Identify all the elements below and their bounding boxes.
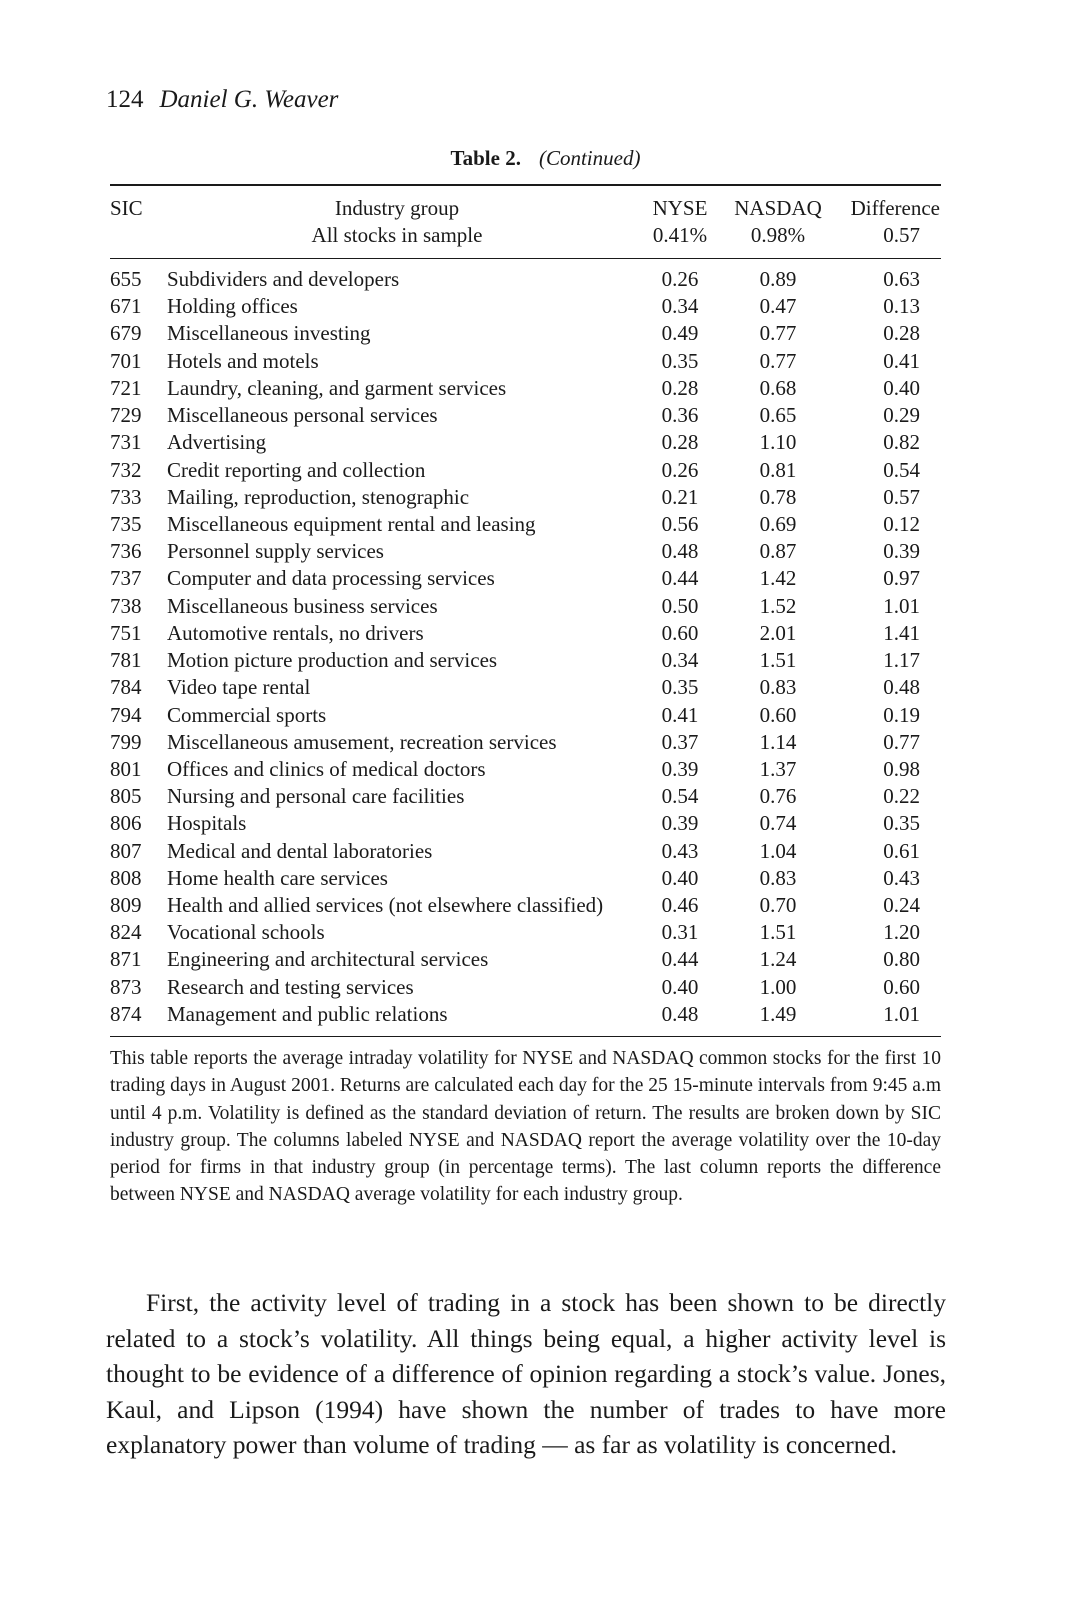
industry-cell: Medical and dental laboratories — [167, 838, 433, 863]
table-row — [0, 946, 1069, 973]
nasdaq-cell: 0.81 — [759, 457, 797, 482]
sic-cell: 794 — [110, 702, 142, 727]
nasdaq-cell: 2.01 — [759, 620, 797, 645]
table-continued: (Continued) — [538, 146, 641, 170]
sic-cell: 736 — [110, 539, 142, 564]
nyse-cell: 0.31 — [661, 920, 699, 945]
sic-cell: 799 — [110, 729, 142, 754]
difference-cell: 0.98 — [883, 756, 920, 781]
industry-cell: Mailing, reproduction, stenographic — [167, 484, 470, 509]
sic-cell: 738 — [110, 593, 142, 618]
nasdaq-cell: 1.14 — [759, 729, 797, 754]
industry-cell: Credit reporting and collection — [167, 457, 426, 482]
difference-cell: 0.12 — [883, 511, 920, 536]
difference-cell: 0.61 — [883, 838, 920, 863]
sic-cell: 701 — [110, 348, 142, 373]
difference-cell: 0.48 — [883, 675, 920, 700]
nasdaq-cell: 1.00 — [759, 974, 797, 999]
table-note: This table reports the average intraday volatility for NYSE and NASDAQ common stocks for the first 10 trading days in August 2001. Returns are calculated each day for the 25 15-minute intervals from 9:45 a.m until 4 p.m. Volatility is defined as the standard deviation of return. The results are broken down by SIC industry group. The columns labeled NYSE and NASDAQ report the average volatility over the 10-day period for firms in that industry group (in percentage terms). The last column reports the difference between NYSE and NASDAQ average volatility for each industry group. — [110, 1048, 941, 1206]
sic-cell: 731 — [110, 430, 142, 455]
table-row — [0, 783, 1069, 810]
industry-cell: Management and public relations — [167, 1001, 448, 1026]
table-row — [0, 402, 1069, 429]
difference-cell: 0.24 — [883, 893, 920, 918]
sic-cell: 808 — [110, 865, 142, 890]
nasdaq-cell: 0.78 — [759, 484, 797, 509]
industry-cell: Holding offices — [167, 294, 298, 319]
table-row — [0, 593, 1069, 620]
industry-cell: Research and testing services — [167, 974, 414, 999]
sic-cell: 732 — [110, 457, 142, 482]
nyse-cell: 0.49 — [661, 321, 699, 346]
difference-cell: 0.41 — [883, 348, 920, 373]
sic-cell: 679 — [110, 321, 142, 346]
table-top-rule — [110, 184, 941, 186]
header-sic: SIC — [110, 196, 143, 220]
difference-cell: 0.77 — [883, 729, 920, 754]
sic-cell: 655 — [110, 267, 142, 291]
header-industry-group: Industry group — [334, 196, 460, 220]
industry-cell: Subdividers and developers — [167, 267, 400, 291]
industry-cell: Automotive rentals, no drivers — [167, 620, 424, 645]
table-row — [0, 974, 1069, 1001]
table-row — [0, 620, 1069, 647]
table-row — [0, 511, 1069, 538]
table-row — [0, 348, 1069, 375]
nyse-cell: 0.50 — [661, 593, 699, 618]
nyse-cell: 0.26 — [661, 267, 699, 291]
difference-cell: 0.22 — [883, 784, 920, 809]
table-label: Table 2. — [450, 146, 521, 170]
table-bottom-rule — [110, 1036, 941, 1037]
industry-cell: Hospitals — [167, 811, 247, 836]
nyse-cell: 0.28 — [661, 375, 699, 400]
nyse-cell: 0.43 — [661, 838, 699, 863]
industry-cell: Video tape rental — [167, 675, 311, 700]
nyse-cell: 0.28 — [661, 430, 699, 455]
table-row — [0, 756, 1069, 783]
sic-cell: 729 — [110, 403, 142, 428]
nasdaq-cell: 0.77 — [759, 348, 797, 373]
nasdaq-cell: 0.47 — [759, 294, 797, 319]
sic-cell: 807 — [110, 838, 142, 863]
industry-cell: Hotels and motels — [167, 348, 319, 373]
table-row — [0, 919, 1069, 946]
nyse-cell: 0.37 — [661, 729, 699, 754]
nyse-cell: 0.46 — [661, 893, 699, 918]
sic-cell: 721 — [110, 375, 142, 400]
industry-cell: Engineering and architectural services — [167, 947, 489, 972]
nyse-cell: 0.36 — [661, 403, 699, 428]
sic-cell: 873 — [110, 974, 142, 999]
nasdaq-cell: 0.87 — [759, 539, 797, 564]
sic-cell: 801 — [110, 756, 142, 781]
nyse-cell: 0.35 — [661, 348, 699, 373]
industry-cell: Computer and data processing services — [167, 566, 495, 591]
nyse-cell: 0.56 — [661, 511, 699, 536]
nyse-cell: 0.39 — [661, 756, 699, 781]
table-row — [0, 647, 1069, 674]
nasdaq-cell: 1.10 — [759, 430, 797, 455]
table-row — [0, 266, 1069, 293]
nasdaq-cell: 0.74 — [759, 811, 797, 836]
table-row — [0, 457, 1069, 484]
nyse-cell: 0.26 — [661, 457, 699, 482]
difference-cell: 0.80 — [883, 947, 920, 972]
page-number: 124 — [106, 86, 144, 113]
sic-cell: 735 — [110, 511, 142, 536]
difference-cell: 0.43 — [883, 865, 920, 890]
nyse-cell: 0.35 — [661, 675, 699, 700]
sic-cell: 733 — [110, 484, 142, 509]
summary-difference: 0.57 — [883, 223, 920, 247]
industry-cell: Laundry, cleaning, and garment services — [167, 375, 507, 400]
sic-cell: 824 — [110, 920, 142, 945]
nasdaq-cell: 0.89 — [759, 267, 797, 291]
nasdaq-cell: 1.04 — [759, 838, 797, 863]
industry-cell: Advertising — [167, 430, 267, 455]
industry-cell: Miscellaneous amusement, recreation services — [167, 729, 557, 754]
summary-nasdaq: 0.98% — [750, 223, 806, 247]
summary-label: All stocks in sample — [311, 223, 483, 247]
table-header-rule — [110, 258, 941, 259]
industry-cell: Miscellaneous equipment rental and leasing — [167, 511, 536, 536]
nyse-cell: 0.44 — [661, 566, 699, 591]
body-paragraph: First, the activity level of trading in a stock has been shown to be directly related to a stock’s volatility. All things being equal, a higher activity level is thought to be evidence of a difference of opinion regarding a stock’s value. Jones, Kaul, and Lipson (1994) have shown the number of trades to have more explanatory power than volume of trading — as far as volatility is concerned. — [106, 1288, 946, 1459]
industry-cell: Commercial sports — [167, 702, 327, 727]
nasdaq-cell: 1.42 — [759, 566, 797, 591]
table-row — [0, 484, 1069, 511]
difference-cell: 0.54 — [883, 457, 920, 482]
industry-cell: Nursing and personal care facilities — [167, 784, 465, 809]
nasdaq-cell: 0.68 — [759, 375, 797, 400]
running-head — [106, 86, 338, 114]
table-row — [0, 375, 1069, 402]
table-body — [0, 266, 1069, 1028]
table-row — [0, 429, 1069, 456]
nyse-cell: 0.34 — [661, 294, 699, 319]
industry-cell: Miscellaneous investing — [167, 321, 371, 346]
nasdaq-cell: 1.49 — [759, 1001, 797, 1026]
difference-cell: 0.82 — [883, 430, 920, 455]
table-row — [0, 538, 1069, 565]
header-nasdaq: NASDAQ — [734, 196, 822, 220]
nyse-cell: 0.40 — [661, 865, 699, 890]
nyse-cell: 0.48 — [661, 1001, 699, 1026]
difference-cell: 0.57 — [883, 484, 920, 509]
sic-cell: 737 — [110, 566, 142, 591]
difference-cell: 0.28 — [883, 321, 920, 346]
industry-cell: Miscellaneous business services — [167, 593, 438, 618]
author-name: Daniel G. Weaver — [159, 86, 339, 113]
table-row — [0, 865, 1069, 892]
nasdaq-cell: 1.51 — [759, 648, 797, 673]
industry-cell: Vocational schools — [167, 920, 325, 945]
industry-cell: Home health care services — [167, 865, 388, 890]
nasdaq-cell: 0.77 — [759, 321, 797, 346]
difference-cell: 1.01 — [883, 593, 920, 618]
nyse-cell: 0.41 — [661, 702, 699, 727]
difference-cell: 0.60 — [883, 974, 920, 999]
header-difference: Difference — [850, 196, 940, 220]
table-row — [0, 729, 1069, 756]
difference-cell: 0.35 — [883, 811, 920, 836]
industry-cell: Health and allied services (not elsewhere classified) — [167, 893, 604, 918]
nasdaq-cell: 0.65 — [759, 403, 797, 428]
difference-cell: 0.63 — [883, 267, 920, 291]
sic-cell: 784 — [110, 675, 142, 700]
table-row — [0, 293, 1069, 320]
sic-cell: 871 — [110, 947, 142, 972]
table-row — [0, 674, 1069, 701]
nyse-cell: 0.44 — [661, 947, 699, 972]
nasdaq-cell: 1.52 — [759, 593, 797, 618]
nasdaq-cell: 1.51 — [759, 920, 797, 945]
sic-cell: 781 — [110, 648, 142, 673]
table-title — [0, 146, 1069, 171]
difference-cell: 0.19 — [883, 702, 920, 727]
header-nyse: NYSE — [652, 196, 708, 220]
nyse-cell: 0.21 — [661, 484, 699, 509]
nyse-cell: 0.34 — [661, 648, 699, 673]
difference-cell: 0.40 — [883, 375, 920, 400]
table-row — [0, 565, 1069, 592]
difference-cell: 0.29 — [883, 403, 920, 428]
industry-cell: Miscellaneous personal services — [167, 403, 438, 428]
sic-cell: 874 — [110, 1001, 142, 1026]
nasdaq-cell: 0.69 — [759, 511, 797, 536]
difference-cell: 1.17 — [883, 648, 920, 673]
nasdaq-cell: 1.37 — [759, 756, 797, 781]
nasdaq-cell: 0.83 — [759, 675, 797, 700]
nyse-cell: 0.40 — [661, 974, 699, 999]
sic-cell: 751 — [110, 620, 142, 645]
nyse-cell: 0.60 — [661, 620, 699, 645]
sic-cell: 671 — [110, 294, 142, 319]
difference-cell: 0.13 — [883, 294, 920, 319]
industry-cell: Personnel supply services — [167, 539, 384, 564]
nasdaq-cell: 1.24 — [759, 947, 797, 972]
nasdaq-cell: 0.83 — [759, 865, 797, 890]
nasdaq-cell: 0.76 — [759, 784, 797, 809]
summary-nyse: 0.41% — [652, 223, 708, 247]
sic-cell: 809 — [110, 893, 142, 918]
difference-cell: 0.39 — [883, 539, 920, 564]
nyse-cell: 0.48 — [661, 539, 699, 564]
industry-cell: Offices and clinics of medical doctors — [167, 756, 486, 781]
table-row — [0, 838, 1069, 865]
nasdaq-cell: 0.70 — [759, 893, 797, 918]
difference-cell: 0.97 — [883, 566, 920, 591]
nyse-cell: 0.54 — [661, 784, 699, 809]
difference-cell: 1.41 — [883, 620, 920, 645]
table-row — [0, 1001, 1069, 1028]
sic-cell: 805 — [110, 784, 142, 809]
nasdaq-cell: 0.60 — [759, 702, 797, 727]
industry-cell: Motion picture production and services — [167, 648, 498, 673]
table-row — [0, 892, 1069, 919]
table-row — [0, 320, 1069, 347]
difference-cell: 1.20 — [883, 920, 920, 945]
sic-cell: 806 — [110, 811, 142, 836]
nyse-cell: 0.39 — [661, 811, 699, 836]
difference-cell: 1.01 — [883, 1001, 920, 1026]
table-row — [0, 702, 1069, 729]
table-row — [0, 810, 1069, 837]
